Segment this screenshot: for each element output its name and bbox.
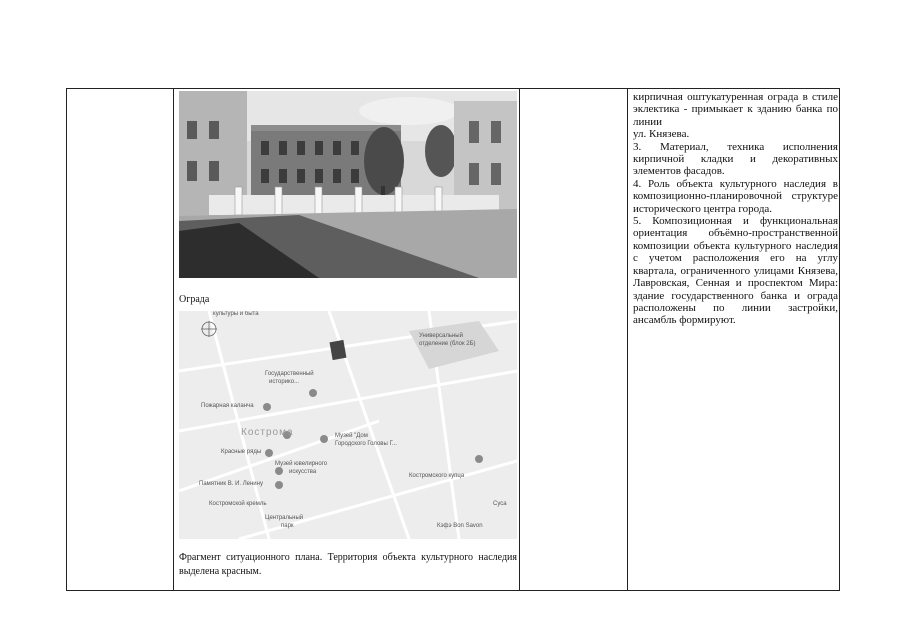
map-label-kreml: Костромской кремль (209, 501, 267, 507)
object-description (633, 91, 838, 327)
map-label-museum-house: Музей "Дом (335, 433, 368, 439)
description-paragraph: ул. Князева. (633, 128, 690, 141)
map-label-museum-hist2: историко... (269, 379, 300, 385)
description-paragraph: 5. Композиционная и функциональная ориентация объёмно-пространственной композиции объекта культурного наследия с учетом расположения его на углу квартала, ограниченного улицами Князева, Лавровская, Сенная и проспектом Мира: здание государственного банка и ограда расположены по линии застройки, ансамбль формируют. (633, 215, 838, 327)
map-label-museum-jewel2: искусства (289, 469, 317, 475)
description-paragraph: 3. Материал, техника исполнения кирпичной кладки и декоративных элементов фасадов. (633, 140, 838, 178)
map-label-susan: Суса (493, 501, 507, 507)
map-label-lenin: Памятник В. И. Ленину (199, 481, 263, 487)
description-paragraph: кирпичная оштукатуренная ограда в стиле эклектика - примыкает к зданию банка по линии (633, 91, 838, 128)
map-label-cafe: Кэфэ Bon Savon (437, 523, 483, 529)
photo-caption: Ограда (179, 294, 210, 305)
map-label-museum-hist: Государственный (265, 371, 314, 377)
fence-photo-drawing (179, 91, 517, 278)
description-paragraph: 4. Роль объекта культурного наследия в композиционно-планировочной структуре исторического центра города. (633, 177, 838, 215)
map-label-park: Центральный (265, 515, 304, 521)
map-label-park2: парк (281, 523, 294, 529)
column-divider (173, 89, 174, 590)
map-label-univermag: Универсальный (419, 333, 463, 339)
column-divider (627, 89, 628, 590)
column-divider (519, 89, 520, 590)
map-label-krasnye-ryady: Красные ряды (221, 449, 262, 455)
map-caption: Фрагмент ситуационного плана. Территория объекта культурного наследия выделена красным. (179, 552, 517, 577)
map-label-fire-tower: Пожарная каланча (201, 403, 254, 409)
map-label-culture: культуры и быта (213, 311, 259, 317)
document-table (66, 88, 840, 591)
fence-photo (179, 91, 517, 278)
map-label-univermag2: отделение (блок 2Б) (419, 341, 476, 347)
situation-map (179, 311, 517, 539)
map-label-museum-jewel: Музей ювелирного (275, 461, 328, 467)
map-label-museum-house2: Городского Головы Г... (335, 441, 397, 447)
map-label-kuptsa: Костромского купца (409, 473, 465, 479)
map-label-city: Кострома (241, 427, 294, 438)
heritage-site-marker (330, 340, 347, 360)
